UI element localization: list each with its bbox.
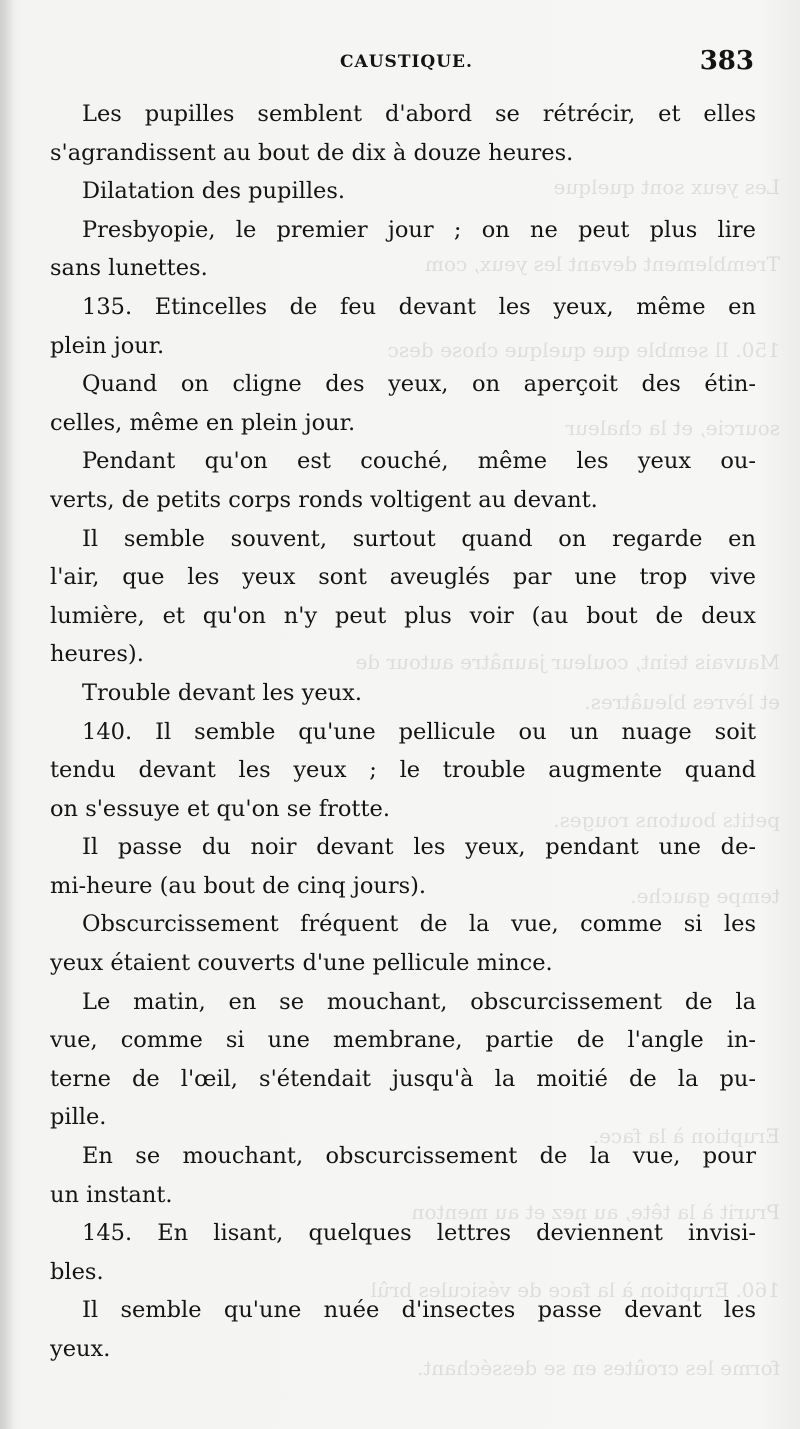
text-line: Quand on cligne des yeux, on aperçoit des étin- [82, 371, 756, 398]
text-line: En se mouchant, obscurcissement de la vue, pour [82, 1143, 756, 1170]
text-line: celles, même en plein jour. [50, 409, 356, 436]
show-through-text: sourcie, et la chaleur [565, 416, 780, 440]
running-title: CAUSTIQUE. [340, 52, 473, 72]
show-through-text: tempe gauche. [630, 884, 780, 908]
text-line: 145. En lisant, quelques lettres deviennent invisi- [82, 1220, 756, 1247]
text-line: Les pupilles semblent d'abord se rétrécir, et elles [82, 101, 756, 127]
text-line: pille. [50, 1104, 107, 1131]
text-line: Il passe du noir devant les yeux, pendant une de- [82, 834, 756, 861]
text-line: plein jour. [50, 332, 165, 359]
text-line: l'air, que les yeux sont aveuglés par une trop vive [50, 564, 756, 591]
text-line: verts, de petits corps ronds voltigent au devant. [50, 486, 598, 513]
text-line: Il semble souvent, surtout quand on regarde en [82, 525, 756, 552]
text-line: sans lunettes. [50, 255, 208, 282]
show-through-text: forme les croûtes en se desséchant. [416, 1356, 780, 1380]
page-gutter-shadow [0, 0, 14, 1429]
show-through-text: Mauvais teint, couleur jaunâtre autour de [355, 650, 780, 674]
page-header [50, 46, 754, 82]
text-line: s'agrandissent au bout de dix à douze heures. [50, 139, 574, 166]
page-number: 383 [699, 46, 754, 76]
text-line: bles. [50, 1258, 104, 1285]
text-line: Pendant qu'on est couché, même les yeux ou- [82, 448, 756, 475]
show-through-text: Les yeux sont quelque [553, 175, 780, 199]
text-line: lumière, et qu'on n'y peut plus voir (au bout de deux [50, 602, 756, 629]
show-through-text: Eruption à la face. [592, 1124, 780, 1148]
text-line: terne de l'œil, s'étendait jusqu'à la moitié de la pu- [50, 1065, 756, 1092]
text-line: Trouble devant les yeux. [82, 679, 362, 706]
text-line: Le matin, en se mouchant, obscurcissement de la [82, 988, 756, 1015]
text-line: yeux étaient couverts d'une pellicule mince. [50, 950, 553, 977]
text-line: mi-heure (au bout de cinq jours). [50, 872, 427, 899]
text-line: yeux. [50, 1336, 111, 1362]
show-through-text: petits boutons rouges. [553, 808, 780, 832]
text-line: on s'essuye et qu'on se frotte. [50, 795, 390, 822]
show-through-text: Tremblement devant les yeux, com [424, 252, 780, 276]
text-line: 135. Etincelles de feu devant les yeux, même en [82, 293, 756, 320]
show-through-text: Prurit à la tête, au nez et au menton [411, 1200, 780, 1224]
body-text [50, 95, 756, 1369]
text-line: heures). [50, 641, 144, 668]
text-line: Obscurcissement fréquent de la vue, comme si les [82, 911, 756, 938]
show-through-text: 160. Eruption à la face de vésicules brûl [370, 1278, 780, 1302]
show-through-text: et lèvres bleuâtres. [584, 690, 780, 714]
text-line: un instant. [50, 1181, 173, 1208]
text-line: Il semble qu'une nuée d'insectes passe devant les [82, 1297, 756, 1324]
text-line: 140. Il semble qu'une pellicule ou un nuage soit [82, 718, 756, 745]
text-line: tendu devant les yeux ; le trouble augmente quand [50, 757, 756, 784]
text-line: Dilatation des pupilles. [82, 178, 346, 205]
show-through-text: 150. Il semble que quelque chose desc [387, 338, 780, 362]
text-line: vue, comme si une membrane, partie de l'angle in- [50, 1027, 756, 1054]
text-line: Presbyopie, le premier jour ; on ne peut plus lire [82, 216, 756, 243]
